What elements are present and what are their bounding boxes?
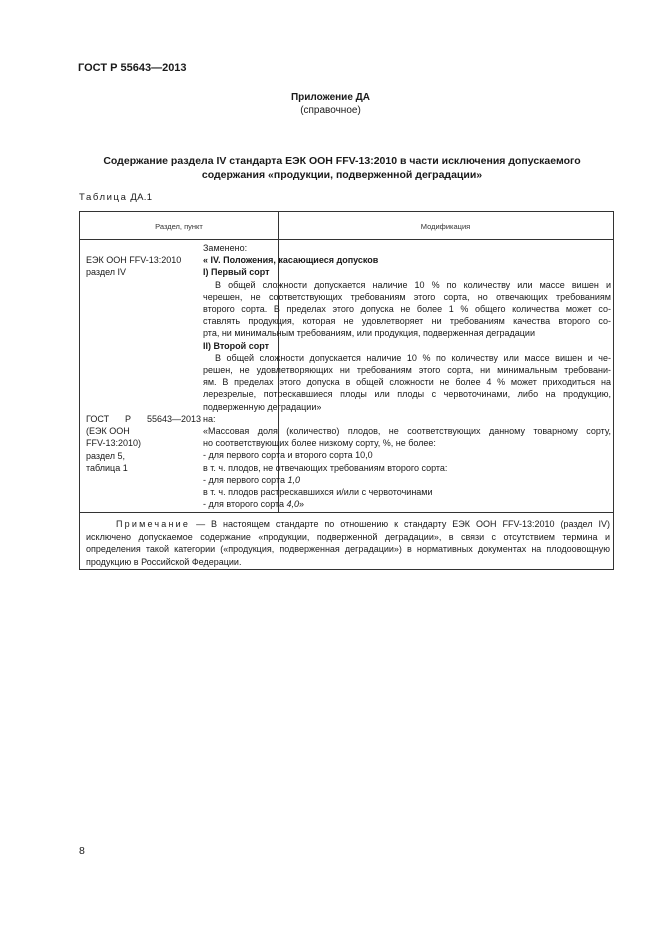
first-grade-heading: I) Первый сорт: [203, 267, 270, 278]
table-caption-number: ДА.1: [130, 192, 153, 203]
paragraph-line: В общей сложности допускается наличие 10 % по количеству или массе вишен и: [215, 279, 611, 290]
limit-value: 1,0: [287, 474, 300, 485]
modification-text: [203, 242, 611, 510]
section-line: FFV-13:2010): [86, 438, 142, 449]
section-title: [82, 154, 602, 182]
section-line: раздел IV: [86, 267, 127, 278]
annex-subtitle: (справочное): [300, 105, 361, 116]
limit-value: 4,0: [286, 499, 300, 510]
paragraph-line: лерезрелые, потрескавшиеся плоды или плоды с червоточинами, либо на продукцию,: [203, 389, 611, 400]
table-row-section-2: [86, 413, 201, 474]
limit-label: - для второго сорта: [203, 499, 287, 510]
section-line: раздел 5,: [86, 450, 126, 461]
document-header: ГОСТ Р 55643—2013: [78, 62, 187, 74]
limit-line: в т. ч. плодов, не отвечающих требованиям второго сорта:: [203, 462, 448, 473]
paragraph-line: черешен, не соответствующих требованиям этого сорта, но отвечающих требованиям: [203, 291, 611, 302]
note-divider: [80, 512, 613, 513]
section-title-line-1: Содержание раздела IV стандарта ЕЭК ООН FFV-13:2010 в части исключения допускаемого: [103, 155, 581, 167]
limit-line: [203, 498, 611, 510]
limit-line: [203, 474, 611, 486]
limit-line: - для первого сорта и второго сорта 10,0: [203, 450, 373, 461]
modification-table: [79, 211, 614, 570]
table-row-section-1: [86, 254, 201, 278]
replaced-label: Заменено:: [203, 243, 248, 253]
table-caption: [79, 192, 152, 203]
paragraph-line: решен, не удовлетворяющих ни требованиям этого сорта, ни минимальным требовани-: [203, 365, 611, 376]
page-number: 8: [79, 845, 85, 857]
annex-title: Приложение ДА: [290, 92, 371, 103]
second-grade-heading: II) Второй сорт: [203, 340, 269, 351]
limit-line: в т. ч. плодов растрескавшихся и/или с червоточинами: [203, 487, 433, 498]
section-line: таблица 1: [86, 462, 128, 473]
note-text: — В настоящем стандарте по отношению к стандарту ЕЭК ООН FFV-13:2010 (раздел IV) исключено допускаемое содержание «продукции, подверженной деградации», в связи с отсутствием термина и определения такой категории («продукция, подверженная деградации») в нормативных документах на плодоовощную продукцию в Российской Федерации.: [86, 519, 610, 567]
table-note: [86, 518, 610, 568]
section-title-line-2: содержания «продукции, подверженной деградации»: [201, 169, 483, 181]
paragraph-line: В общей сложности допускается наличие 10 % по количеству или массе вишен и че-: [215, 352, 611, 363]
note-label: Примечание: [116, 519, 191, 529]
closing-quote: »: [299, 499, 305, 510]
paragraph-line: ставлять продукция, которая не удовлетворяет ни требованиям качества второго со-: [203, 316, 611, 327]
paragraph-line: но соответствующих более низкому сорту, %, не более:: [203, 438, 436, 449]
paragraph-line: ям. В пределах этого допуска в общей сложности не более 4 % может приходиться на: [203, 377, 611, 388]
replacement-label: на:: [203, 413, 216, 424]
section-line: ЕЭК ООН FFV-13:2010: [86, 255, 182, 265]
section-line: ГОСТ Р 55643—2013: [86, 414, 201, 424]
paragraph-line: подверженную деградации»: [203, 401, 322, 412]
header-divider: [80, 239, 613, 240]
column-header-section: Раздел, пункт: [155, 222, 203, 231]
column-header-modification: Модификация: [420, 222, 471, 231]
paragraph-line: рта, ни минимальным требованиям, или продукция, подверженная деградации: [203, 328, 535, 339]
section-line: (ЕЭК ООН: [86, 426, 130, 437]
tolerance-heading: « IV. Положения, касающиеся допусков: [203, 255, 379, 266]
table-caption-prefix: Таблица: [79, 192, 128, 203]
limit-label: - для первого сорта: [203, 474, 288, 485]
paragraph-line: второго сорта. В пределах этого допуска не более 1 % общего количества может со-: [203, 304, 611, 315]
paragraph-line: «Массовая доля (количество) плодов, не соответствующих данному товарному сорту,: [203, 426, 611, 437]
